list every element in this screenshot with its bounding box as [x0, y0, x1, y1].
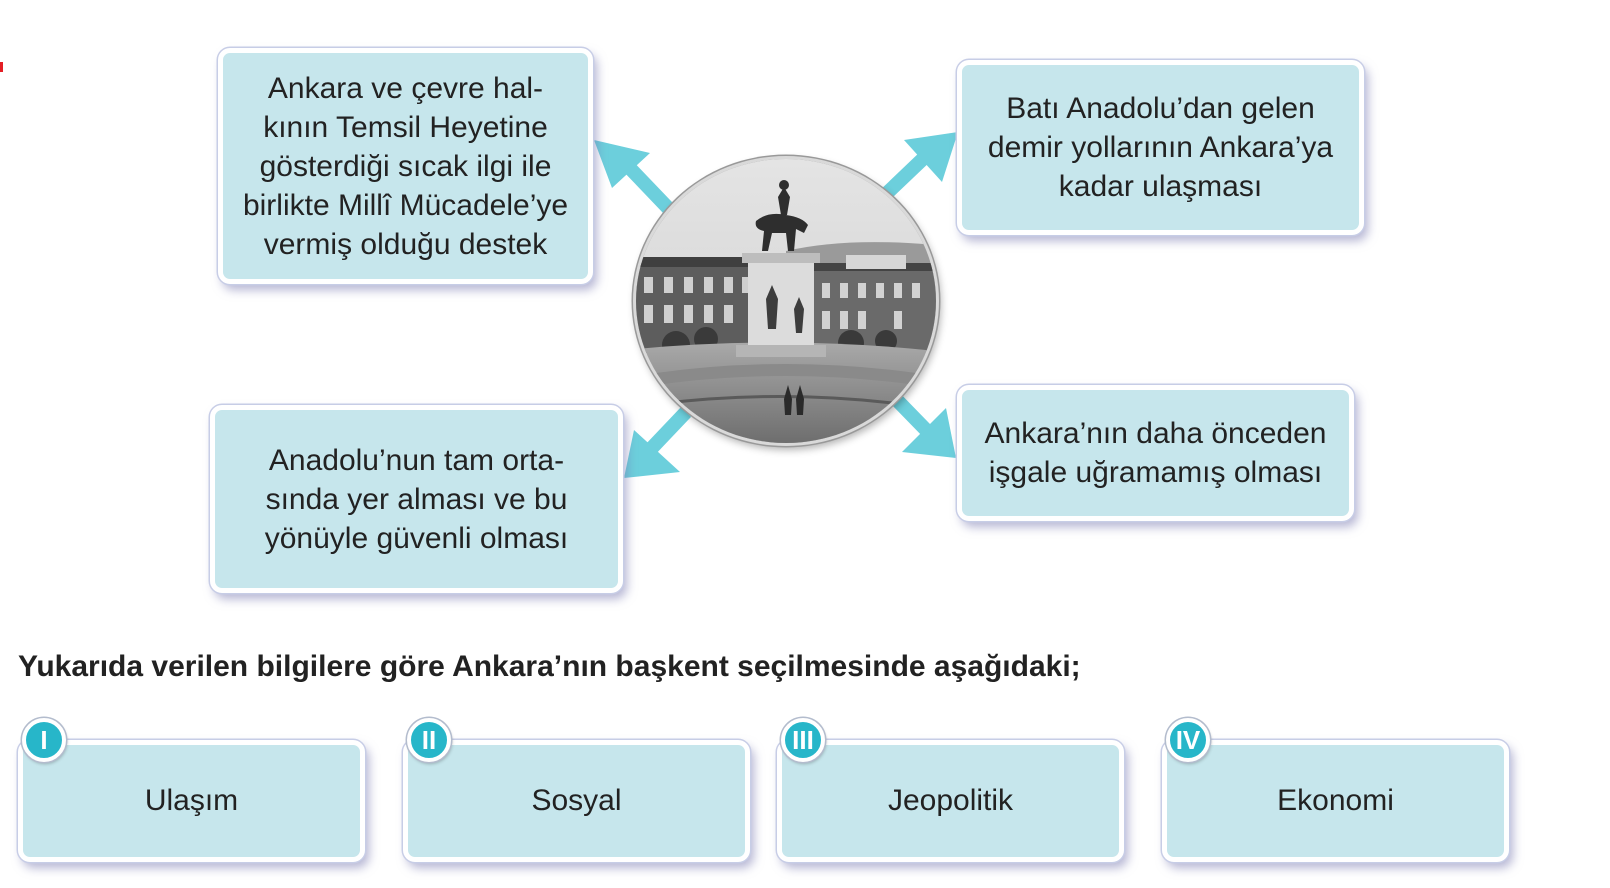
option-label: Sosyal: [531, 784, 622, 817]
option-numeral-badge-1: [22, 718, 66, 762]
option-numeral: I: [40, 724, 48, 755]
info-box-text: Anadolu’nun tam orta- sında yer alması ve bu yönüyle güvenli olması: [264, 443, 569, 555]
info-box-not-occupied: [957, 385, 1354, 521]
question-text: Yukarıda verilen bilgilere göre Ankara’nın başkent seçilmesinde aşağıdaki;: [18, 650, 1081, 683]
option-card-3: [777, 740, 1124, 862]
arrow-top-right: [884, 132, 958, 196]
option-numeral-badge-3: [781, 718, 825, 762]
info-box-text: Ankara’nın daha önceden işgale uğramamış olması: [984, 417, 1327, 489]
option-numeral-badge-2: [407, 718, 451, 762]
option-numeral-badge-4: [1166, 718, 1210, 762]
option-label: Ekonomi: [1277, 784, 1394, 817]
option-numeral: III: [792, 724, 814, 755]
ulus-statue-photo: [633, 156, 939, 446]
option-card-4: [1162, 740, 1509, 862]
info-box-central-location: [210, 405, 623, 593]
info-box-text: Ankara ve çevre hal- kının Temsil Heyetine gösterdiği sıcak ilgi ile birlikte Millî Mücadele’ye vermiş olduğu destek: [242, 71, 569, 261]
arrow-bottom-left: [624, 412, 686, 478]
info-box-local-support: [218, 48, 593, 284]
option-numeral: IV: [1175, 724, 1201, 755]
option-numeral: II: [421, 724, 437, 755]
option-card-2: [403, 740, 750, 862]
info-box-text: Batı Anadolu’dan gelen demir yollarının Ankara’ya kadar ulaşması: [987, 92, 1334, 203]
option-label: Ulaşım: [144, 784, 239, 817]
info-box-railways: [957, 60, 1364, 235]
arrow-top-left: [594, 140, 668, 208]
arrow-bottom-right: [892, 395, 956, 458]
option-card-1: [18, 740, 365, 862]
option-label: Jeopolitik: [887, 784, 1014, 817]
